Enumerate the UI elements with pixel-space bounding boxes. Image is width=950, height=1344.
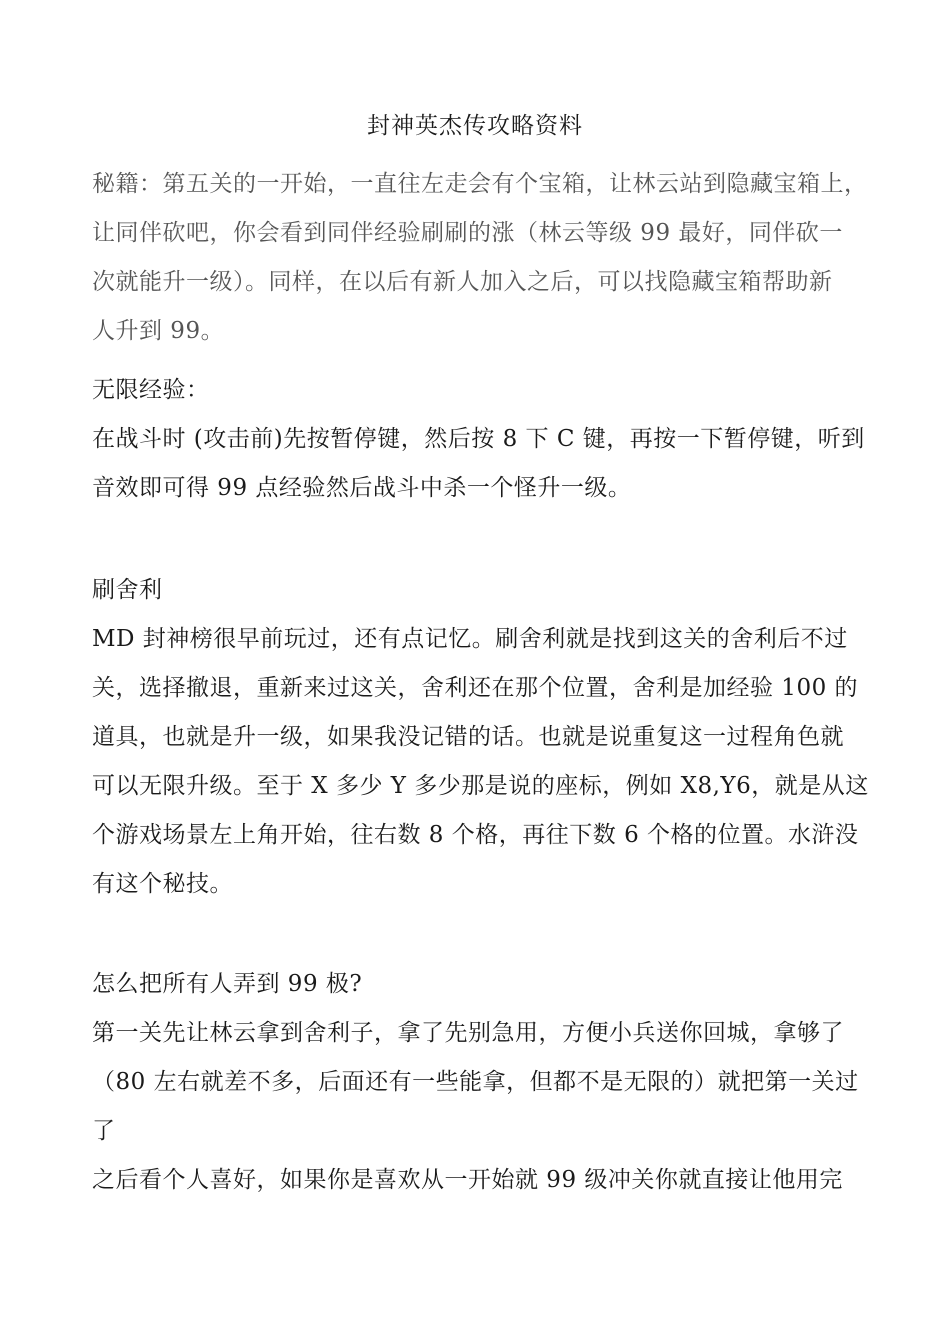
section-heading: 刷舍利 <box>92 577 163 603</box>
paragraph-line: 之后看个人喜好，如果你是喜欢从一开始就 99 级冲关你就直接让他用完 <box>92 1167 843 1193</box>
paragraph-line: 音效即可得 99 点经验然后战斗中杀一个怪升一级。 <box>92 475 632 501</box>
paragraph-line: （80 左右就差不多，后面还有一些能拿，但都不是无限的）就把第一关过 <box>92 1069 859 1095</box>
max-level-section <box>92 960 892 1205</box>
paragraph-line: MD 封神榜很早前玩过，还有点记忆。刷舍利就是找到这关的舍利后不过 <box>92 626 848 652</box>
paragraph-line: 个游戏场景左上角开始，往右数 8 个格，再往下数 6 个格的位置。水浒没 <box>92 822 859 848</box>
paragraph-line: 有这个秘技。 <box>92 871 233 897</box>
paragraph-line: 在战斗时 (攻击前)先按暂停键，然后按 8 下 C 键，再按一下暂停键，听到 <box>92 426 865 452</box>
paragraph-line: 让同伴砍吧，你会看到同伴经验刷刷的涨（林云等级 99 最好，同伴砍一 <box>92 220 843 246</box>
section-heading: 无限经验： <box>92 377 210 403</box>
infinite-exp-section <box>92 366 892 513</box>
document-title: 封神英杰传攻略资料 <box>367 113 583 139</box>
paragraph-line: 关，选择撤退，重新来过这关，舍利还在那个位置，舍利是加经验 100 的 <box>92 675 859 701</box>
paragraph-line: 道具，也就是升一级，如果我没记错的话。也就是说重复这一过程角色就 <box>92 724 844 750</box>
paragraph-line: 秘籍：第五关的一开始，一直往左走会有个宝箱，让林云站到隐藏宝箱上， <box>92 171 868 197</box>
paragraph-line: 第一关先让林云拿到舍利子，拿了先别急用，方便小兵送你回城，拿够了 <box>92 1020 844 1046</box>
relic-farming-section <box>92 566 892 909</box>
paragraph-line: 了 <box>92 1118 116 1144</box>
paragraph-line: 可以无限升级。至于 X 多少 Y 多少那是说的座标，例如 X8,Y6，就是从这 <box>92 773 869 799</box>
section-heading: 怎么把所有人弄到 99 极? <box>92 971 363 997</box>
paragraph-line: 人升到 99。 <box>92 318 225 344</box>
paragraph-line: 次就能升一级）。同样，在以后有新人加入之后，可以找隐藏宝箱帮助新 <box>92 269 833 295</box>
cheat-section <box>92 160 892 356</box>
